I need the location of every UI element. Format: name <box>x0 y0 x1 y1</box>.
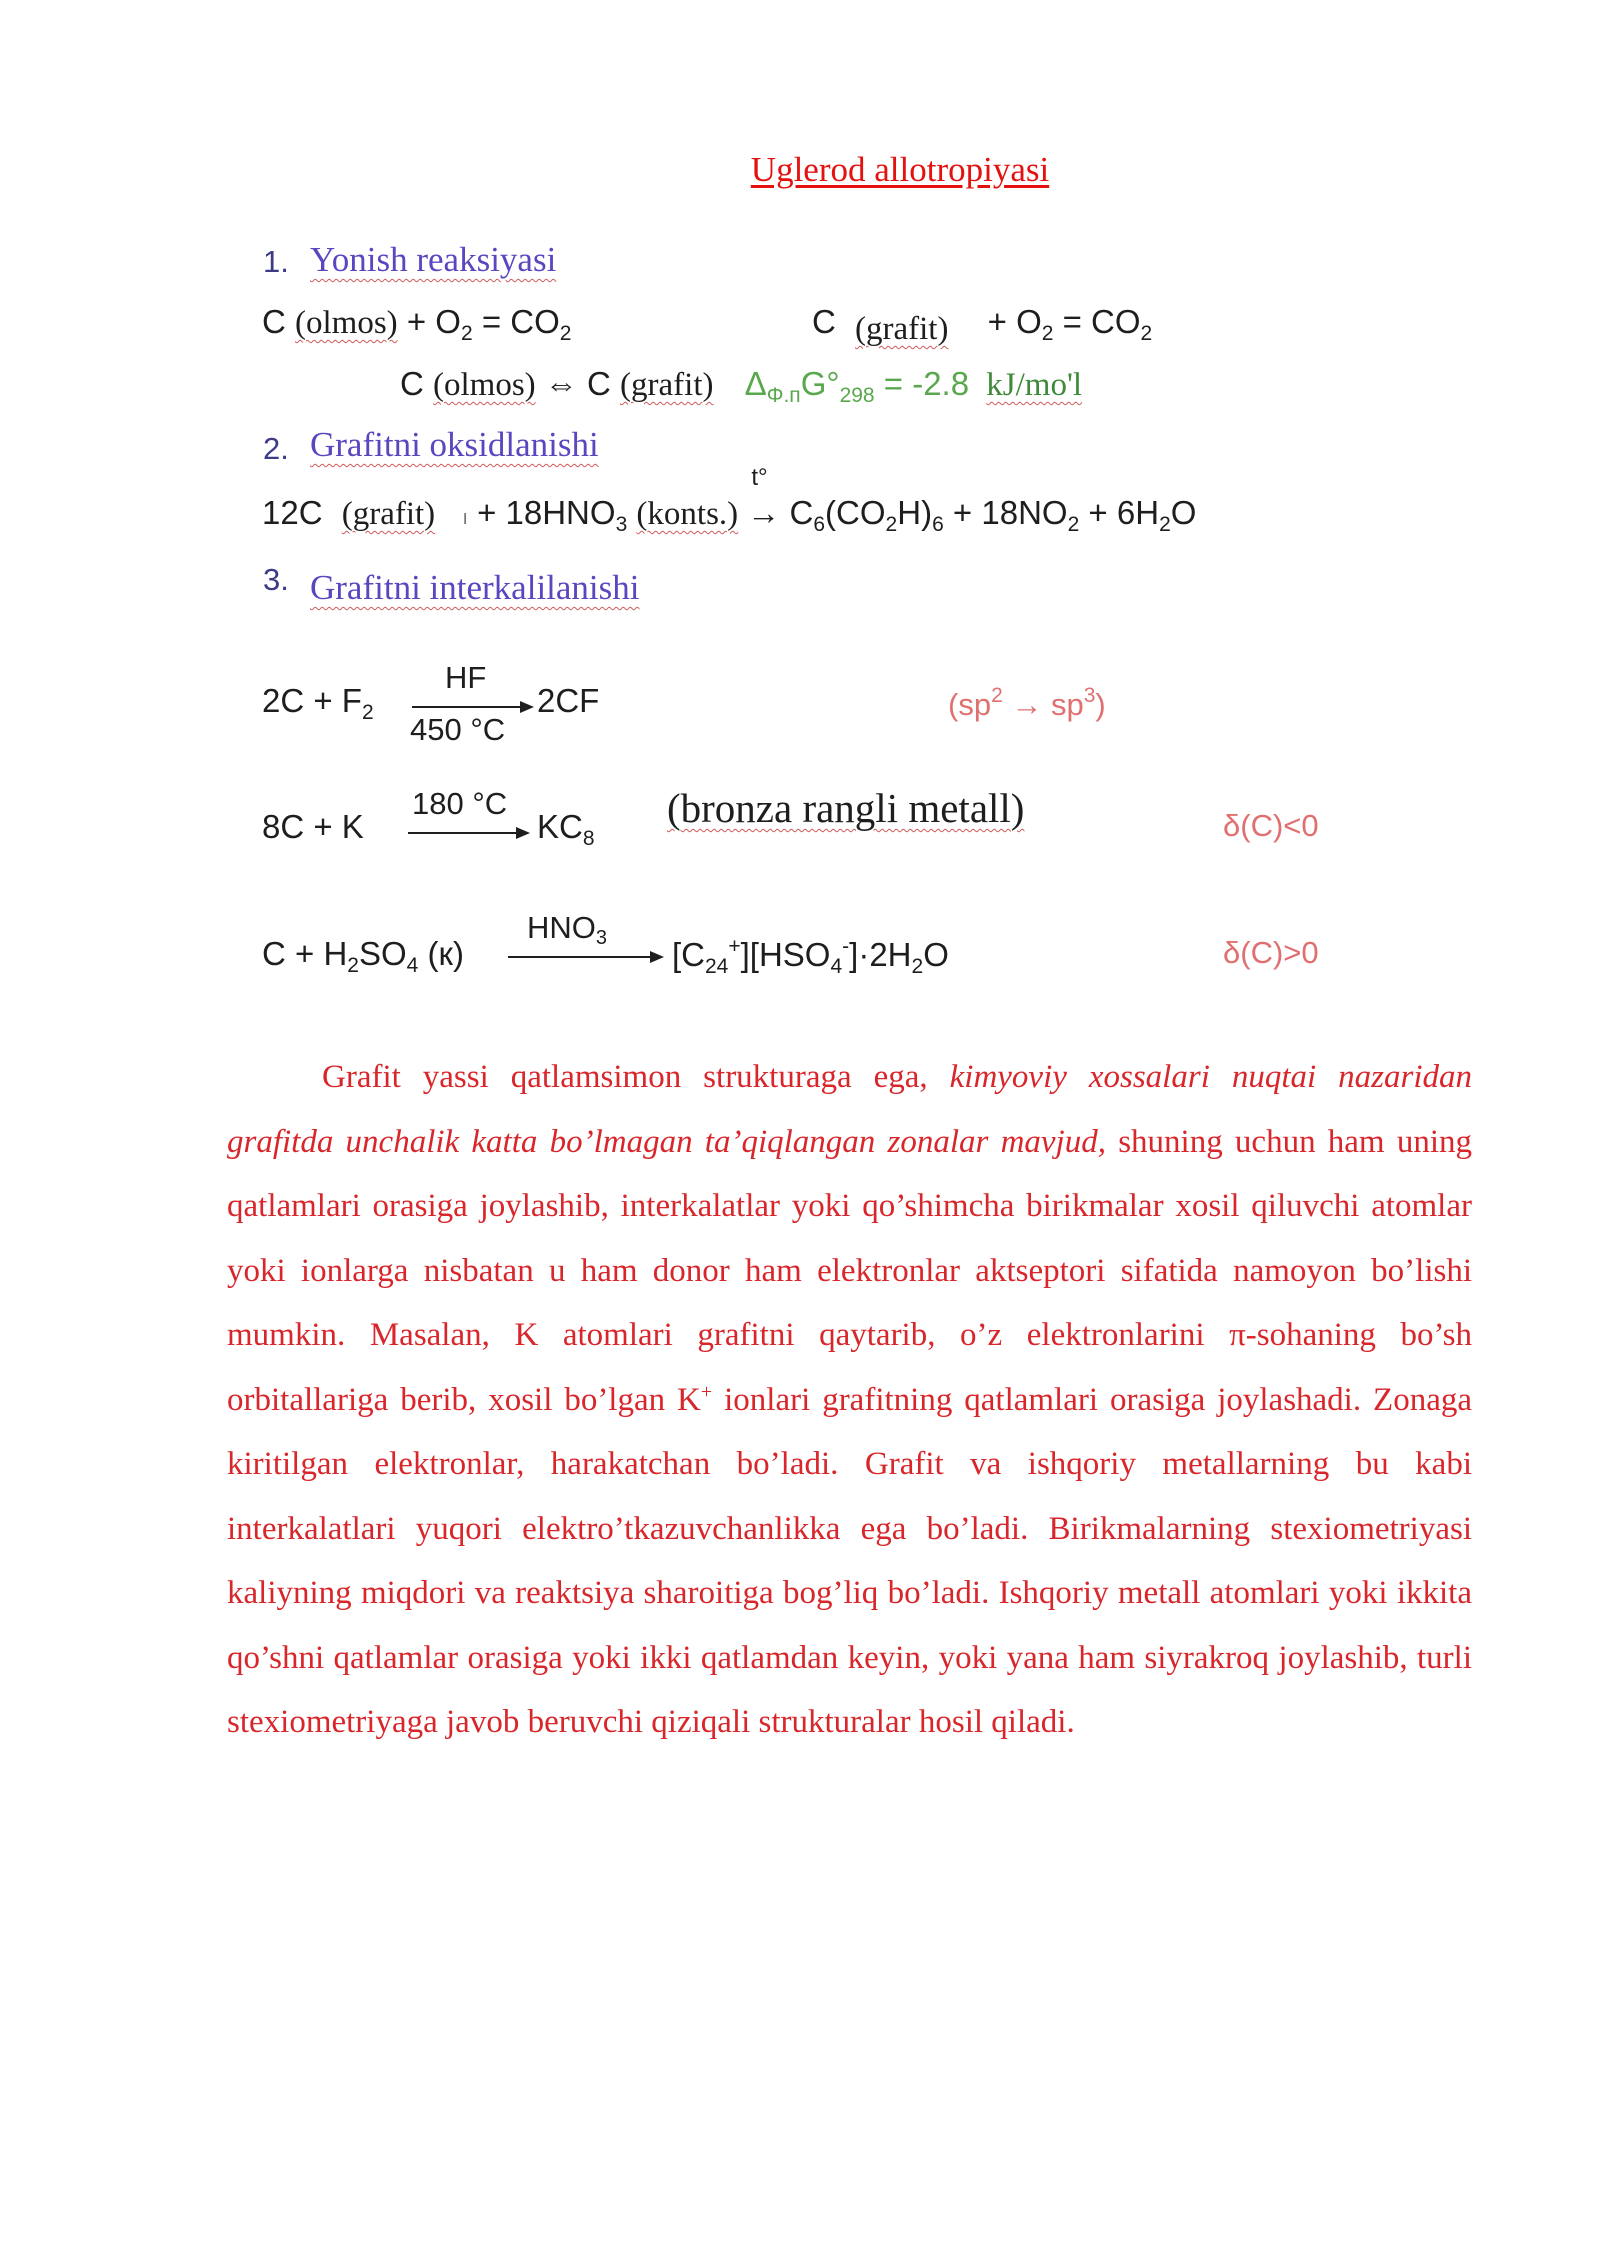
eq-sub: 2 <box>1067 513 1080 536</box>
eq-sub: 2 <box>361 701 374 724</box>
italic-text-run: kimyoviy xossalari nuqtai nazaridan grafitda unchalik katta bo’lmagan ta’qiqlangan zonalar mavjud, <box>227 1059 1472 1160</box>
note-text: ) <box>1095 687 1106 722</box>
eq-term: C <box>789 494 814 531</box>
arrow-over-label: HF <box>445 660 487 695</box>
equation-graphite-oxidation <box>262 464 1197 537</box>
arrow-icon: → <box>747 494 781 531</box>
eq-sub: 2 <box>347 954 359 977</box>
eq-term: HNO <box>527 910 596 945</box>
text-run: ionlari grafitning qatlamlari orasiga joylashadi. Zonaga kiritilgan elektronlar, harakatchan bo’ladi. Grafit va ishqoriy metallarning bu kabi interkalatlari yuqori elektro’tkazuvchanlikka ega bo’ladi. Birikmalarning stexiometriyasi kaliyning miqdori va reaktsiya sharoitiga bog’liq bo’ladi. Ishqoriy metall atomlari yoki ikkita qo’shni qatlamlar orasiga yoki ikki qatlamdan keyin, yoki yana ham siyrakroq joylashib, turli stexiometriyaga javob beruvchi qiziqali strukturalar hosil qiladi. <box>227 1381 1472 1740</box>
eq-product <box>672 935 949 979</box>
equilibrium-arrow-icon: ⇔ <box>544 365 578 402</box>
delta-charge-positive: δ(C)>0 <box>1223 935 1319 970</box>
note-text: (sp <box>948 687 992 722</box>
eq-term: O <box>923 936 949 973</box>
page-title: Uglerod allotropiyasi <box>750 150 1050 189</box>
arrow-over-label <box>527 910 607 950</box>
reaction-arrow-icon <box>508 950 664 964</box>
eq-sub: 2 <box>1140 322 1153 345</box>
eq-term: = -2.8 <box>874 365 970 402</box>
eq-sub: 3 <box>595 927 608 949</box>
body-paragraph <box>227 1045 1472 1755</box>
reaction-arrow <box>747 464 781 532</box>
eq-sub: 2 <box>1041 322 1054 345</box>
ion-charge: + <box>700 1380 713 1403</box>
section-number: 2. <box>263 431 289 466</box>
eq-term: = CO <box>472 303 560 340</box>
eq-term: ][HSO <box>740 936 831 973</box>
eq-product <box>537 808 595 851</box>
eq-term: + 6H <box>1079 494 1160 531</box>
energy-unit: kJ/mo'l <box>986 367 1083 403</box>
eq-label: (grafit) <box>620 367 714 403</box>
eq-sub: 24 <box>705 955 729 978</box>
eq-term: 2C + F <box>262 682 362 719</box>
eq-sub: 2 <box>885 513 898 536</box>
eq-sup: - <box>842 935 850 958</box>
eq-label: (olmos) <box>295 305 398 341</box>
equation-diamond-graphite <box>400 365 1082 408</box>
eq-term: C <box>262 303 286 340</box>
section-number: 1. <box>263 244 289 279</box>
eq-sup: + <box>728 935 741 958</box>
eq-sub: 2 <box>460 322 473 345</box>
equation-graphite-combustion <box>812 303 1152 346</box>
eq-label: (konts.) <box>636 496 739 532</box>
eq-label: (grafit) <box>341 496 436 532</box>
eq-term: SO <box>358 935 407 972</box>
eq-term: G° <box>800 365 840 402</box>
eq-term: 12C <box>262 494 323 531</box>
eq-term: + O <box>987 303 1042 340</box>
hybridization-note <box>948 684 1106 723</box>
eq-term: + 18HNO <box>477 494 616 531</box>
eq-sub: 6 <box>813 513 826 536</box>
eq-term: (к) <box>418 935 464 972</box>
eq-sub: 8 <box>582 827 595 850</box>
eq-sub: 3 <box>615 513 628 536</box>
note-sup: 2 <box>991 684 1003 707</box>
note-sup: 3 <box>1083 684 1096 707</box>
eq-label: (olmos) <box>433 367 536 403</box>
section-heading: Grafitni oksidlanishi <box>310 425 599 464</box>
reaction-arrow-icon <box>408 826 530 840</box>
equation-fluorination <box>262 682 374 725</box>
eq-term: H) <box>897 494 933 531</box>
eq-label: (grafit) <box>855 311 949 347</box>
text-run: shuning uchun ham uning qatlamlari orasiga joylashib, interkalatlar yoki qo’shimcha birikmalar xosil qiluvchi atomlar yoki ionlarga nisbatan u ham donor ham elektronlar aktseptori sifatida namoyon bo’lishi mumkin. Masalan, K atomlari grafitni qaytarib, o’z elektronlarini π-sohaning bo’sh orbitallariga berib, xosil bo’lgan K <box>227 1123 1472 1418</box>
eq-term: C <box>812 303 836 340</box>
section-heading: Grafitni interkalilanishi <box>310 568 640 607</box>
eq-term: C <box>587 365 611 402</box>
paragraph-text <box>227 1045 1472 1755</box>
eq-product: 2CF <box>537 682 600 719</box>
eq-term: [C <box>672 936 705 973</box>
eq-sub: 4 <box>406 954 419 977</box>
eq-sub: 2 <box>559 322 572 345</box>
eq-sub: 298 <box>839 384 875 407</box>
eq-term: ]·2H <box>849 936 912 973</box>
bronze-metal-note: (bronza rangli metall) <box>667 785 1025 831</box>
stray-mark: ı <box>462 507 468 529</box>
eq-term: = CO <box>1053 303 1141 340</box>
eq-term: C <box>400 365 424 402</box>
note-text: → sp <box>1002 687 1084 722</box>
section-number: 3. <box>263 562 289 597</box>
eq-sub: 4 <box>830 955 843 978</box>
text-run: Grafit yassi qatlamsimon strukturaga ega, <box>322 1059 950 1095</box>
delta-charge-negative: δ(C)<0 <box>1223 808 1319 843</box>
arrow-over-label: 180 °C <box>412 786 508 821</box>
eq-term: C + H <box>262 935 348 972</box>
eq-term: KC <box>537 808 583 845</box>
eq-term: (CO <box>825 494 886 531</box>
eq-sub: 2 <box>911 955 924 978</box>
eq-term: + 18NO <box>943 494 1068 531</box>
delta-symbol: Δ <box>744 365 767 402</box>
energy-value <box>744 365 970 407</box>
eq-sub: 6 <box>932 513 944 536</box>
eq-sub: 2 <box>1159 513 1171 536</box>
equation-sulfuric-acid <box>262 935 464 978</box>
equation-potassium: 8C + K <box>262 808 364 845</box>
eq-term: + O <box>406 303 461 340</box>
condition-label: t° <box>751 464 768 491</box>
section-heading: Yonish reaksiyasi <box>310 240 557 279</box>
eq-sub: Φ.п <box>766 384 801 407</box>
equation-diamond-combustion <box>262 303 571 346</box>
arrow-under-label: 450 °C <box>410 712 506 747</box>
eq-term: O <box>1170 494 1197 531</box>
